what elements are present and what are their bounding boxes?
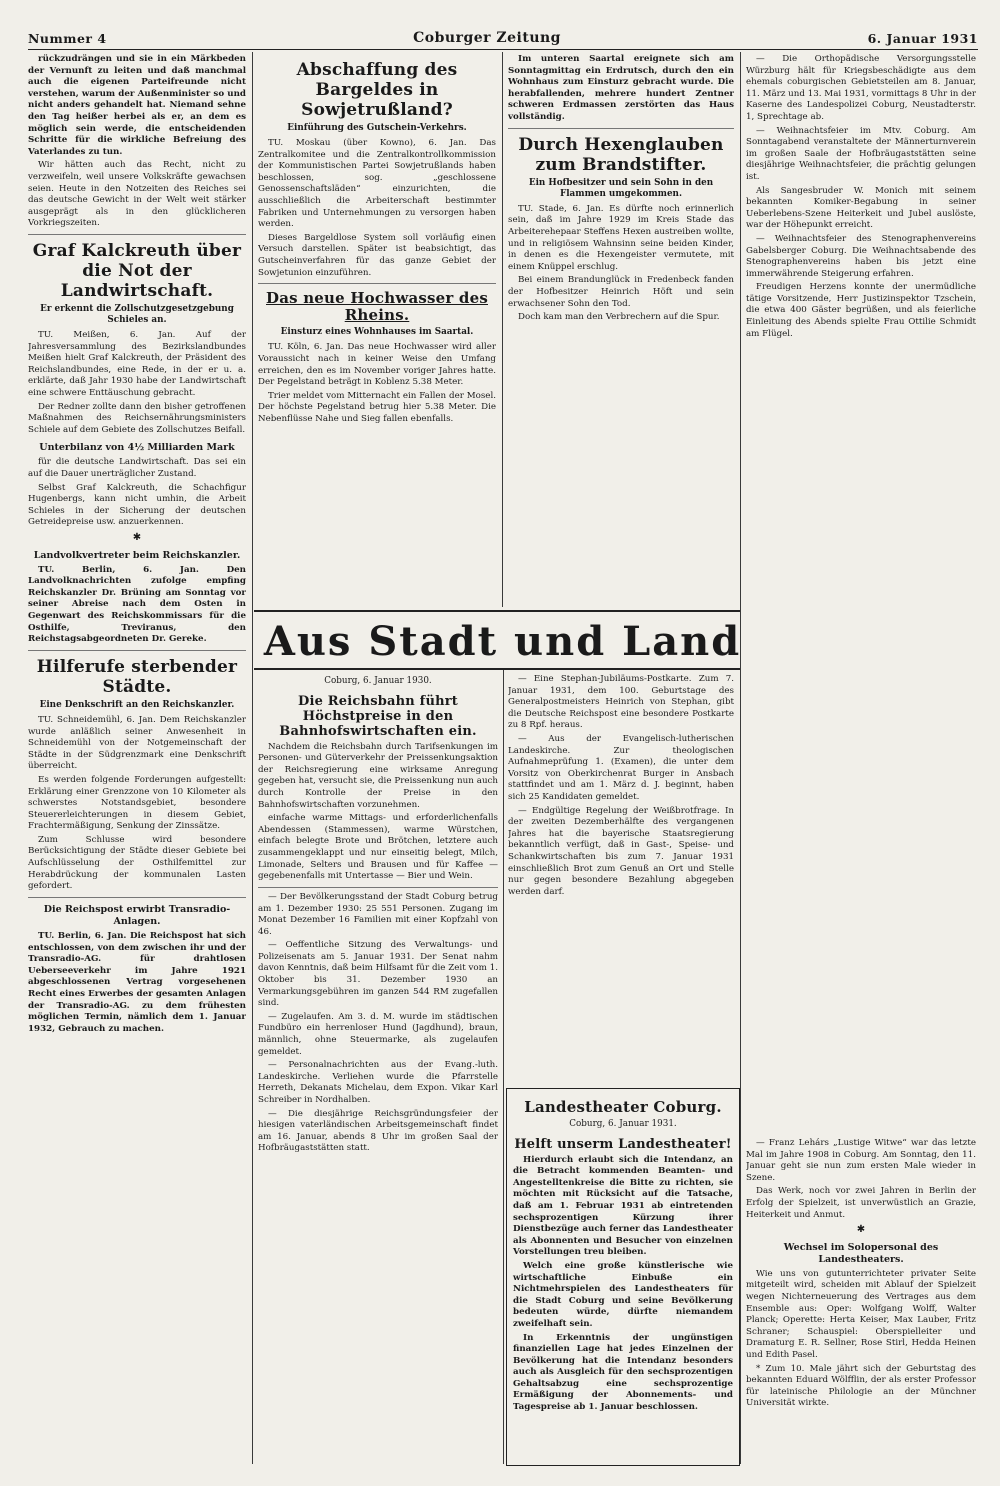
column-3 xyxy=(508,54,734,606)
theater-paragraph: In Erkenntnis der ungünstigen finanziellen Lage hat jedes Einzelnen der Bevölkerung hat die Intendanz besonders auch als Ausgleich für den sechsprozentigen Gehaltsabzug eine sechsprozentige Ermäßigung der Abonnements- und Tagespreise ab 1. Januar beschlossen. xyxy=(513,1332,733,1413)
article-paragraph: — Die Orthopädische Versorgungsstelle Würzburg hält für Kriegsbeschädigte aus dem ehemals coburgischen Gebietsteilen am 8. Januar, 11. März und 13. Mai 1931, vormittags 8 Uhr in der Kaserne des Landespolizei Coburg, Neustadterstr. 1, Sprechtage ab. xyxy=(746,54,976,122)
article-divider xyxy=(28,234,246,235)
article-paragraph: — Weihnachtsfeier des Stenographenvereins Gabelsberger Coburg. Die Weihnachtsabende des Stenographenvereins haben bis jetzt eine immerwährende Steigerung erfahren. xyxy=(746,233,976,279)
column-4-bottom xyxy=(746,1138,976,1464)
notice-headline: Wechsel im Solopersonal des Landestheaters. xyxy=(783,1241,939,1265)
article-paragraph: TU. Schneidemühl, 6. Jan. Dem Reichskanzler wurde anläßlich seiner Anwesenheit in Schneidemühl von der Notgemeinschaft der Städte in der Südgrenzmark eine Denkschrift überreicht. xyxy=(28,714,246,772)
column-rule xyxy=(502,52,503,607)
article-divider xyxy=(28,650,246,651)
article-headline: Durch Hexenglauben zum Brandstifter. xyxy=(518,134,724,175)
article-paragraph: * Zum 10. Male jährt sich der Geburtstag des bekannten Eduard Wölfflin, der als erster Professor für lateinische Philologie an der Münchner Universität wirkte. xyxy=(746,1363,976,1409)
article-headline: Die Reichsbahn führt Höchstpreise in den Bahnhofswirtschaften ein. xyxy=(279,693,477,739)
article-subhead: Einführung des Gutschein-Verkehrs. xyxy=(287,123,467,133)
article-paragraph: einfache warme Mittags- und erforderlichenfalls Abendessen (Stammessen), warme Würstchen, einfach belegte Brote und Brötchen, letztere auch zusammengeklappt und nur einseitig belegt, Milch, Limonade, Selters und Brausen und für Kaffee — gegebenenfalls mit Untertasse — Bier und Wein. xyxy=(258,813,498,882)
article-paragraph: Doch kam man den Verbrechern auf die Spur. xyxy=(518,312,720,323)
column-2 xyxy=(258,54,496,606)
notice-headline: Landvolkvertreter beim Reichskanzler. xyxy=(33,549,241,561)
theater-section xyxy=(506,1088,740,1466)
dateline: Coburg, 6. Januar 1931. xyxy=(569,1119,677,1129)
local-news-column-2 xyxy=(508,674,734,1086)
article-paragraph: Es werden folgende Forderungen aufgestellt: Erklärung einer Grenzzone von 10 Kilometer als schwerstes Notstandsgebiet, besondere Steuererleichterungen in diesem Gebiet, Frachtermäßigung, Senkung der Zinssätze. xyxy=(28,774,246,832)
article-divider xyxy=(258,887,498,888)
article-paragraph: Zum Schlusse wird besondere Berücksichtigung der Städte dieser Gebiete bei Aufschlüsselung der Osthilfemittel zur Herabdrückung der kommunalen Lasten gefordert. xyxy=(28,834,246,892)
article-headline: Graf Kalckreuth über die Not der Landwirtschaft. xyxy=(32,241,242,302)
theater-paragraph: Hierdurch erlaubt sich die Intendanz, an die Betracht kommenden Beamten- und Angestelltenkreise die Bitte zu richten, sie möchten mit Rücksicht auf die Tatsache, daß am 1. Februar 1931 ab eintretenden sechsprozentigen Kürzung ihrer Dienstbezüge auch ferner das Landestheater als Abonnenten und Besucher von einzelnen Vorstellungen treu bleiben. xyxy=(513,1154,733,1258)
separator-asterisk: ✱ xyxy=(132,532,142,543)
local-notice: — Die diesjährige Reichsgründungsfeier der hiesigen vaterländischen Arbeitsgemeinschaft findet am 16. Januar, abends 8 Uhr im großen Saal der Hofbräugaststätten statt. xyxy=(258,1108,498,1154)
notice-paragraph: TU. Berlin, 6. Jan. Den Landvolknachrichten zufolge empfing Reichskanzler Dr. Brüning am Sonntag vor seiner Abreise nach dem Osten in Gegenwart des Reichskommissars für die Osthilfe, Treviranus, den Reichstagsabgeordneten Dr. Gereke. xyxy=(28,564,246,645)
local-news-column xyxy=(258,674,498,1464)
article-subhead: Er erkennt die Zollschutzgesetzgebung Schieles an. xyxy=(40,304,234,326)
article-subhead: Ein Hofbesitzer und sein Sohn in den Flammen umgekommen. xyxy=(528,177,714,199)
article-paragraph: — Franz Lehárs „Lustige Witwe“ war das letzte Mal im Jahre 1908 in Coburg. Am Sonntag, den 11. Januar geht sie nun zum ersten Male wieder in Szene. xyxy=(746,1138,976,1183)
column-rule xyxy=(740,52,741,1464)
article-headline: Das neue Hochwasser des Rheins. xyxy=(266,289,488,325)
article-paragraph: TU. Köln, 6. Jan. Das neue Hochwasser wird aller Voraussicht nach in keiner Weise den Umfang erreichen, den es im November voriger Jahres hatte. Der Pegelstand beträgt in Koblenz 5.38 Meter. xyxy=(258,342,496,388)
article-headline: Abschaffung des Bargeldes in Sowjetrußland? xyxy=(296,60,458,120)
article-paragraph: Als Sangesbruder W. Monich mit seinem bekannten Komiker-Begabung in seiner Ueberlebens-Szene Heiterkeit und Jubel auslöste, war der Höhepunkt erreicht. xyxy=(746,185,976,231)
section-subhead: Unterbilanz von 4½ Milliarden Mark xyxy=(39,442,235,454)
article-paragraph: Der Redner zollte dann den bisher getroffenen Maßnahmen des Reichsernährungsministers Schiele auf dem Gebiete des Zollschutzes Beifall. xyxy=(28,401,246,435)
local-notice: — Oeffentliche Sitzung des Verwaltungs- und Polizeisenats am 5. Januar 1931. Der Senat nahm davon Kenntnis, daß beim Hilfsamt für die Zeit vom 1. Oktober bis 31. Dezember 1930 an Vermarkungsgebühren im ganzen 544 RM zugefallen sind. xyxy=(258,940,498,1009)
column-rule xyxy=(252,52,253,1464)
article-paragraph: Nachdem die Reichsbahn durch Tarifsenkungen im Personen- und Güterverkehr der Preissenkungsaktion der Reichsregierung eine wirksame Anregung gegeben hat, versucht sie, die Preissenkung nun auch durch Kontrolle der Preise in den Bahnhofswirtschaften vorzunehmen. xyxy=(258,741,498,810)
article-paragraph: Wir hätten auch das Recht, nicht zu verzweifeln, weil unsere Volkskräfte gewachsen seien. Heute in den Notzeiten des Reiches sei das deutsche Gewicht in der Welt weit stärker ausgeprägt als in den glücklicheren Vorkriegszeiten. xyxy=(28,160,246,229)
article-paragraph: TU. Stade, 6. Jan. Es dürfte noch erinnerlich sein, daß im Jahre 1929 im Kreis Stade das Arbeiterehepaar Steffens Hexen austreiben wollte, und in religiösem Wahnsinn seine beiden Kinder, in denen es die Hexengeister vermutete, mit einem Knüppel erschlug. xyxy=(508,203,734,272)
article-paragraph: Selbst Graf Kalckreuth, die Schachfigur Hugenbergs, kann nicht umhin, die Arbeit Schieles in der Sicherung der deutschen Getreidepreise usw. anzuerkennen. xyxy=(28,482,246,528)
article-paragraph: Das Werk, noch vor zwei Jahren in Berlin der Erfolg der Spielzeit, ist unverwüstlich an Grazie, Heiterkeit und Anmut. xyxy=(746,1186,976,1220)
notice-headline: Die Reichspost erwirbt Transradio-Anlagen. xyxy=(43,904,231,928)
local-notice: — Eine Stephan-Jubiläums-Postkarte. Zum 7. Januar 1931, dem 100. Geburtstage des Generalpostmeisters Heinrich von Stephan, gibt die Deutsche Reichspost eine besondere Postkarte zu 8 Rpf. heraus. xyxy=(508,674,734,731)
separator-asterisk: ✱ xyxy=(856,1224,866,1236)
section-banner: Aus Stadt und Land xyxy=(263,618,742,665)
local-notice: — Personalnachrichten aus der Evang.-luth. Landeskirche. Verliehen wurde die Pfarrstelle Herreth, Dekanats Michelau, dem Expon. Vikar Karl Schreiber in Nordhalben. xyxy=(258,1060,498,1105)
article-paragraph: Trier meldet vom Mitternacht ein Fallen der Mosel. Der höchste Pegelstand betrug hier 5.38 Meter. Die Nebenflüsse Nahe und Sieg fallen ebenfalls. xyxy=(258,390,496,424)
local-notice: — Aus der Evangelisch-lutherischen Landeskirche. Zur theologischen Aufnahmeprüfung 1. (Examen), die unter dem Vorsitz von Oberkirchenrat Burger in Ansbach stattfindet und am 1. März d. J. beginnt, haben sich 25 Kandidaten gemeldet. xyxy=(508,733,734,802)
article-paragraph: Bei einem Brandunglück in Fredenbeck fanden der Hofbesitzer Heinrich Höft und sein erwachsener Sohn den Tod. xyxy=(508,275,734,309)
local-notice: — Endgültige Regelung der Weißbrotfrage. In der zweiten Dezemberhälfte des vergangenen Jahres hat die bayerische Staatsregierung bekanntlich verfügt, daß in Gast-, Speise- und Schankwirtschaften bis zum 7. Januar 1931 einschließlich Brot zum Genuß an Ort und Stelle nur gegen besondere Bezahlung abgegeben werden darf. xyxy=(508,805,734,897)
theater-subhead: Helft unserm Landestheater! xyxy=(514,1136,732,1152)
article-paragraph: — Weihnachtsfeier im Mtv. Coburg. Am Sonntagabend veranstaltete der Männerturnverein im großen Saale der Hofbräugaststätten seine diesjährige Weihnachtsfeier, die prächtig gelungen ist. xyxy=(746,125,976,182)
article-paragraph: Im unteren Saartal ereignete sich am Sonntagmittag ein Erdrutsch, durch den ein Wohnhaus zum Einsturz gebracht wurde. Die herabfallenden, mehrere hundert Zentner schweren Erdmassen zerstörten das Haus vollständig. xyxy=(508,54,734,122)
masthead xyxy=(28,26,978,50)
column-1 xyxy=(28,54,246,1464)
local-notice: — Der Bevölkerungsstand der Stadt Coburg betrug am 1. Dezember 1930: 25 551 Personen. Zugang im Monat Dezember 16 Familien mit einer Kopfzahl von 46. xyxy=(258,891,498,937)
section-rule xyxy=(254,610,740,612)
article-paragraph: Freudigen Herzens konnte der unermüdliche tätige Vorsitzende, Herr Justizinspektor Tzschein, die etwa 400 Gäster begrüßen, und als feierliche Einleitung des Abends spielte Frau Ottilie Schmidt am Flügel. xyxy=(746,282,976,339)
article-paragraph: rückzudrängen und sie in ein Märkbeden der Vernunft zu leiten und daß manchmal auch die eigenen Parteifreunde nicht verstehen, warum der Außenminister so und nicht anders gehandelt hat. Niemand sehne den Tag heißer herbei als er, an dem es möglich sein werde, die entscheidenden Schritte für die wirkliche Befreiung des Vaterlandes zu tun. xyxy=(28,54,246,157)
section-rule xyxy=(254,668,740,670)
theater-headline: Landestheater Coburg. xyxy=(524,1098,722,1116)
article-divider xyxy=(508,128,734,129)
article-paragraph: TU. Moskau (über Kowno), 6. Jan. Das Zentralkomitee und die Zentralkontrollkommission der Kommunistischen Partei Sowjetrußlands haben beschlossen, sog. „geschlossene Genossenschaftsläden“ einzurichten, die ausschließlich die Arbeiterschaft bestimmter Fabriken und Unternehmungen zu versorgen haben werden. xyxy=(258,138,496,230)
article-paragraph: TU. Meißen, 6. Jan. Auf der Jahresversammlung des Bezirkslandbundes Meißen hielt Graf Kalckreuth, der Präsident des Reichslandbundes, eine Rede, in der er u. a. erklärte, daß Jahr 1930 habe der Landwirtschaft eine schwere Enttäuschung gebracht. xyxy=(28,330,246,399)
article-subhead: Einsturz eines Wohnhauses im Saartal. xyxy=(280,327,474,338)
notice-paragraph: Wie uns von gutunterrichteter privater Seite mitgeteilt wird, scheiden mit Ablauf der Spielzeit wegen Nichterneuerung des Vertrages aus dem Ensemble aus: Oper: Wolfgang Wolff, Walter Planck; Operette: Herta Keiser, Max Lauber, Fritz Schraner; Schauspiel: Oberspielleiter und Dramaturg E. R. Sellner, Rose Stirl, Hedda Heinen und Edith Pasel. xyxy=(746,1268,976,1360)
article-subhead: Eine Denkschrift an den Reichskanzler. xyxy=(39,699,235,710)
newspaper-title: Coburger Zeitung xyxy=(413,30,561,46)
column-rule xyxy=(503,668,504,1464)
article-divider xyxy=(28,897,246,898)
notice-paragraph: TU. Berlin, 6. Jan. Die Reichspost hat sich entschlossen, von dem zwischen ihr und der Transradio-AG. für drahtlosen Ueberseeverkehr im Jahre 1921 abgeschlossenen Vertrag vorgesehenen Recht eines Erwerbes der gesamten Anlagen der Transradio-AG. zu dem frühesten möglichen Termin, nämlich dem 1. Januar 1932, Gebrauch zu machen. xyxy=(28,931,246,1034)
column-4 xyxy=(746,54,976,1136)
article-divider xyxy=(258,283,496,284)
article-headline: Hilferufe sterbender Städte. xyxy=(36,656,238,697)
page-number: Nummer 4 xyxy=(28,31,107,46)
article-paragraph: Dieses Bargeldlose System soll vorläufig einen Versuch darstellen. Später ist beabsichtigt, das Gutscheinverfahren für das ganze Gebiet der Sowjetunion einzuführen. xyxy=(258,232,496,278)
dateline: Coburg, 6. Januar 1930. xyxy=(324,676,432,686)
issue-date: 6. Januar 1931 xyxy=(867,31,978,46)
local-notice: — Zugelaufen. Am 3. d. M. wurde im städtischen Fundbüro ein herrenloser Hund (Jagdhund), braun, männlich, ohne Steuermarke, als zugelaufen gemeldet. xyxy=(258,1011,498,1057)
article-paragraph: für die deutsche Landwirtschaft. Das sei ein auf die Dauer unerträglicher Zustand. xyxy=(28,457,246,480)
theater-paragraph: Welch eine große künstlerische wie wirtschaftliche Einbuße ein Nichtmehrspielen des Landestheaters für die Stadt Coburg und seine Bevölkerung bedeuten würde, dürfte niemandem zweifelhaft sein. xyxy=(513,1260,733,1329)
